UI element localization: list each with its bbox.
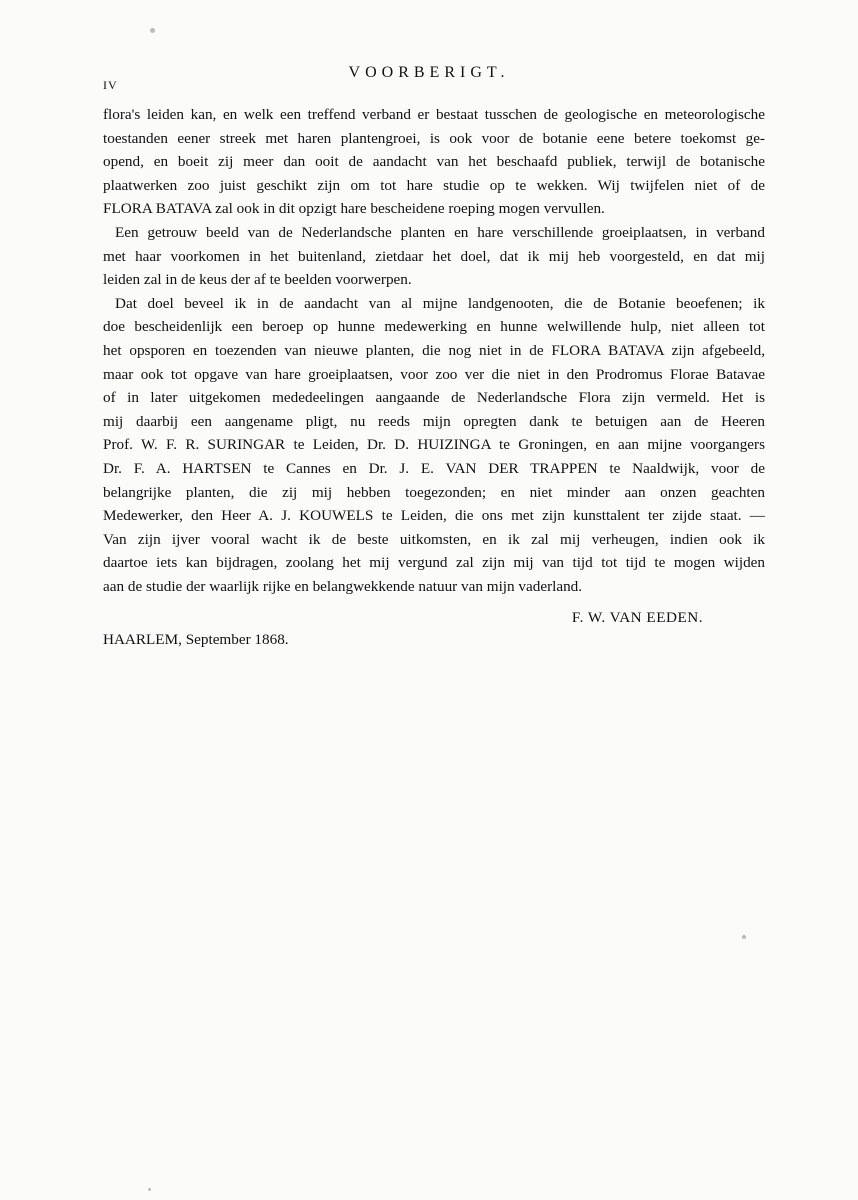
- text-line: leiden zal in de keus der af te beelden voorwerpen.: [103, 271, 412, 289]
- paragraph-3: [103, 292, 765, 599]
- text-line: flora's leiden kan, en welk een treffend verband er bestaat tusschen de geologische en meteorologische: [103, 106, 765, 123]
- text-line: Prof. W. F. R. SURINGAR te Leiden, Dr. D. HUIZINGA te Groningen, en aan mijne voorgangers: [103, 436, 765, 454]
- text-line: of in later uitgekomen mededeelingen aangaande de Nederlandsche Flora zijn vermeld. Het is: [103, 389, 765, 407]
- signature: F. W. VAN EEDEN.: [571, 609, 703, 626]
- text-line: FLORA BATAVA zal ook in dit opzigt hare bescheidene roeping mogen vervullen.: [103, 200, 605, 218]
- text-line: Dat doel beveel ik in de aandacht van al mijne landgenooten, die de Botanie beoefenen; ik: [115, 294, 765, 312]
- text-line: daartoe iets kan bijdragen, zoolang het mij vergund zal zijn mij van tijd tot tijd te mogen wijden: [103, 554, 765, 572]
- text-line: opend, en boeit zij meer dan ooit de aandacht van het beschaafd publiek, terwijl de botanische: [103, 153, 765, 171]
- place: HAARLEM: [103, 631, 179, 648]
- text-line: Een getrouw beeld van de Nederlandsche planten en hare verschillende groeiplaatsen, in verband: [115, 223, 765, 241]
- paper-speck: [742, 935, 746, 939]
- text-line: toestanden eener streek met haren plantengroei, is ook voor de botanie eene betere toekomst ge-: [103, 129, 765, 147]
- paragraph-1: [103, 103, 765, 221]
- body-text: [103, 103, 765, 598]
- closing-block: [103, 605, 703, 655]
- text-line: mij daarbij een aangename pligt, nu reeds mijn opregten dank te betuigen aan de Heeren: [103, 412, 765, 430]
- paragraph-2: [103, 221, 765, 292]
- paper-speck: [148, 1188, 151, 1191]
- text-line: met haar voorkomen in het buitenland, zietdaar het doel, dat ik mij heb voorgesteld, en dat mij: [103, 247, 765, 265]
- text-line: plaatwerken zoo juist geschikt zijn om tot hare studie op te wekken. Wij twijfelen niet of de: [103, 176, 765, 194]
- text-line: het opsporen en toezenden van nieuwe planten, die nog niet in de FLORA BATAVA zijn afgebeeld,: [103, 341, 765, 359]
- text-line: doe bescheidenlijk een beroep op hunne medewerking en hunne welwillende hulp, niet alleen tot: [103, 318, 765, 336]
- text-line: maar ook tot opgave van hare groeiplaatsen, voor zoo ver die niet in den Prodromus Florae Batavae: [103, 365, 765, 383]
- running-title: VOORBERIGT.: [348, 64, 510, 81]
- text-line: Dr. F. A. HARTSEN te Cannes en Dr. J. E. VAN DER TRAPPEN te Naaldwijk, voor de: [103, 459, 765, 477]
- date: , September 1868.: [178, 631, 289, 648]
- text-line: Van zijn ijver vooral wacht ik de beste uitkomsten, en ik zal mij verheugen, indien ook ik: [103, 530, 765, 548]
- text-line: Medewerker, den Heer A. J. KOUWELS te Leiden, die ons met zijn kunsttalent ter zijde staat. —: [103, 507, 765, 525]
- text-line: aan de studie der waarlijk rijke en belangwekkende natuur van mijn vaderland.: [103, 577, 583, 595]
- text-line: belangrijke planten, die zij mij hebben toegezonden; en niet minder aan onzen geachten: [103, 483, 765, 501]
- place-date: [103, 631, 289, 649]
- paper-speck: [150, 28, 155, 33]
- page-number: IV: [103, 78, 118, 92]
